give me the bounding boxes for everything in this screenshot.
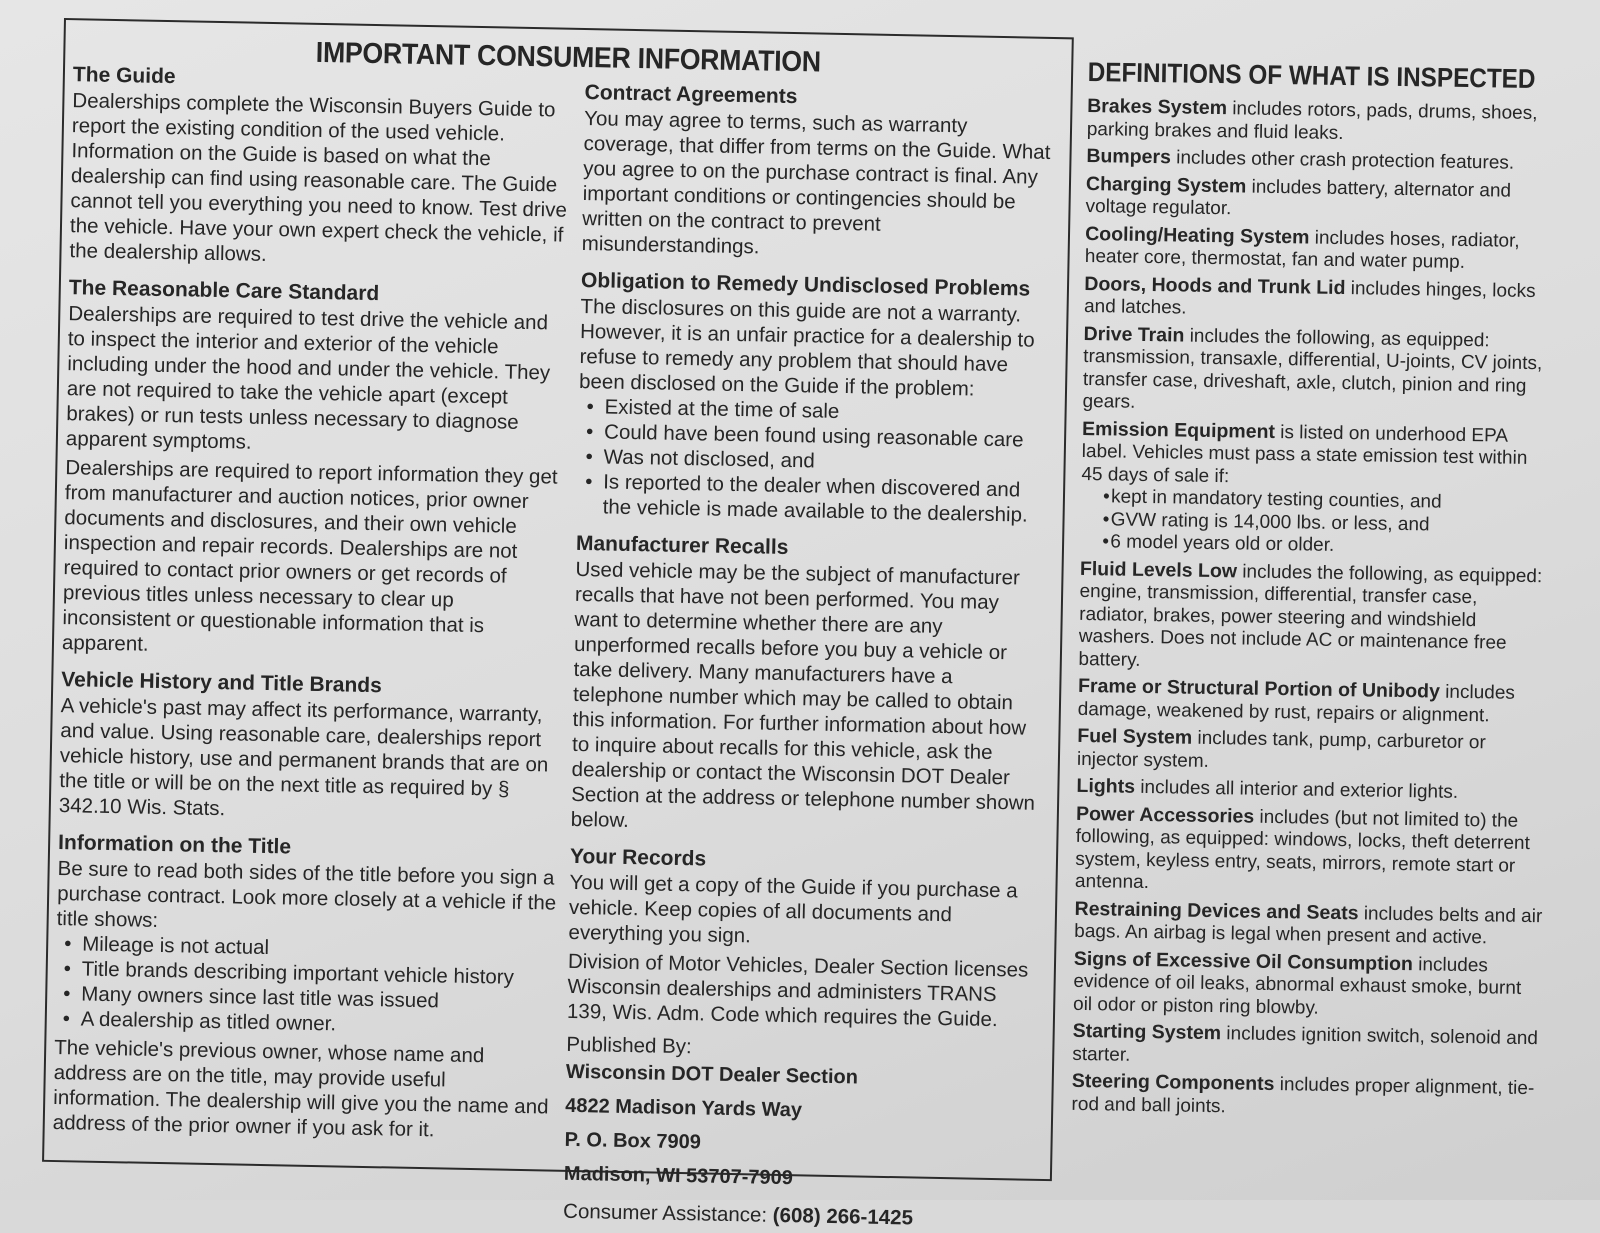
emission-list xyxy=(1080,486,1551,561)
address-line: Madison, WI 53707-7909 xyxy=(563,1162,794,1190)
title-info-body: Be sure to read both sides of the title before you sign a purchase contract. Look more closely at a vehicle if the title shows: xyxy=(56,857,557,932)
definition-text: includes belts and air bags. An airbag is legal when present and active. xyxy=(1074,902,1543,949)
definition-term: Emission Equipment xyxy=(1081,417,1276,443)
remedy-body: The disclosures on this guide are not a warranty. However, it is an unfair practice for a dealership to refuse to remedy any problem that should have been disclosed on the Guide if the problem: xyxy=(578,294,1035,401)
contract-body: You may agree to terms, such as warranty coverage, that differ from terms on the Guide. What you agree to on the purchase contract is final. Any important conditions or contingencies should be written on the contract to prevent misunderstandings. xyxy=(581,107,1051,259)
list-item: • 6 model years old or older. xyxy=(1102,531,1335,556)
title-info-heading: Information on the Title xyxy=(57,831,292,859)
list-item: • Many owners since last title was issued xyxy=(63,982,440,1013)
definition-item xyxy=(1085,172,1556,225)
guide-body: Dealerships complete the Wisconsin Buyers Guide to report the existing condition of the used vehicle. Information on the Guide is based on what the dealership can find using reasonable care. The Guide cannot tell you everything you need to know. Test drive the vehicle. Have your own expert check the vehicle, if the dealership allows. xyxy=(69,89,568,266)
definition-text: includes the following, as equipped: transmission, transaxle, differential, U-joints, CV joints, transfer case, driveshaft, axle, clutch, pinion and ring gears. xyxy=(1082,325,1543,413)
published-by-label: Published By: xyxy=(566,1032,692,1059)
definition-term: Brakes System xyxy=(1087,94,1228,120)
list-item: • A dealership as titled owner. xyxy=(62,1007,337,1036)
bullet-icon: • xyxy=(586,395,595,419)
list-item: • Could have been found using reasonable care xyxy=(585,420,1024,452)
definition-item xyxy=(1086,145,1556,176)
address-line: P. O. Box 7909 xyxy=(564,1128,702,1154)
remedy-heading: Obligation to Remedy Undisclosed Problems xyxy=(580,268,1031,301)
definition-term: Restraining Devices and Seats xyxy=(1074,897,1359,924)
definition-text: includes (but not limited to) the following, as equipped: windows, locks, theft deterrent system, keyless entry, seats, mirrors, remote start or antenna. xyxy=(1074,806,1530,894)
reasonable-care-heading: The Reasonable Care Standard xyxy=(68,276,380,306)
address-line: 4822 Madison Yards Way xyxy=(564,1094,803,1122)
guide-heading: The Guide xyxy=(72,63,176,89)
definition-item xyxy=(1071,1070,1542,1123)
definition-term: Steering Components xyxy=(1071,1069,1275,1096)
address-line: Wisconsin DOT Dealer Section xyxy=(565,1060,859,1089)
vehicle-history-body: A vehicle's past may affect its performance, warranty, and value. Using reasonable care, dealerships report vehicle history, use and permanent brands that are on the title or will be on the next title as required by § 342.10 Wis. Stats. xyxy=(58,694,549,821)
list-item: • Was not disclosed, and xyxy=(585,445,816,473)
definition-text: includes damage, weakened by rust, repairs or alignment. xyxy=(1077,681,1516,726)
definition-item xyxy=(1078,675,1549,728)
definition-text: includes tank, pump, carburetor or injector system. xyxy=(1076,727,1486,772)
definition-term: Doors, Hoods and Trunk Lid xyxy=(1084,272,1346,299)
bullet-icon: • xyxy=(1102,508,1110,530)
list-item: • Is reported to the dealer when discovered and the vehicle is made available to the dealership. xyxy=(584,470,1028,527)
definition-item xyxy=(1075,802,1546,900)
definition-item xyxy=(1073,947,1544,1023)
definition-text: includes ignition switch, solenoid and starter. xyxy=(1072,1023,1539,1066)
title-info-body-2: The vehicle's previous owner, whose name and address are on the title, may provide useful information. The dealership will give you the name and address of the prior owner if you ask for it. xyxy=(52,1036,549,1142)
consumer-information-title: IMPORTANT CONSUMER INFORMATION xyxy=(315,36,822,79)
definition-item xyxy=(1076,775,1546,806)
bullet-icon: • xyxy=(63,982,71,1006)
definition-text: includes all interior and exterior lights. xyxy=(1134,776,1459,803)
definition-text: is listed on underhood EPA label. Vehicles must pass a state emission test within 45 days of sale if: xyxy=(1081,421,1528,487)
definition-text: includes rotors, pads, drums, shoes, parking brakes and fluid leaks. xyxy=(1086,98,1538,144)
definition-term: Bumpers xyxy=(1086,144,1172,169)
definition-item xyxy=(1084,272,1555,325)
division-body: Division of Motor Vehicles, Dealer Section licenses Wisconsin dealerships and administers TRANS 139, Wis. Adm. Code which requires the Guide. xyxy=(566,949,1029,1032)
list-item: • Title brands describing important vehicle history xyxy=(63,957,515,989)
definition-item xyxy=(1085,222,1556,275)
title-info-list xyxy=(55,931,557,1041)
definition-item xyxy=(1078,557,1550,678)
bullet-icon: • xyxy=(585,445,594,469)
records-heading: Your Records xyxy=(569,844,707,871)
definition-text: includes hinges, locks and latches. xyxy=(1083,277,1536,319)
remedy-list xyxy=(576,394,1050,528)
definition-term: Cooling/Heating System xyxy=(1085,222,1310,248)
definition-item xyxy=(1072,1020,1543,1073)
definition-text: includes proper alignment, tie-rod and ball joints. xyxy=(1071,1074,1535,1117)
definition-item xyxy=(1082,322,1553,420)
definition-term: Signs of Excessive Oil Consumption xyxy=(1073,947,1414,975)
definition-item xyxy=(1074,897,1545,950)
definitions-title: DEFINITIONS OF WHAT IS INSPECTED xyxy=(1087,56,1536,95)
consumer-assistance-label: Consumer Assistance: xyxy=(562,1199,768,1227)
definition-term: Lights xyxy=(1076,774,1136,798)
reasonable-care-body-1: Dealerships are required to test drive the vehicle and to inspect the interior and exterior of the vehicle including under the hood and under the vehicle. They are not required to take the vehicle apart (except brakes) or run tests unless necessary to diagnose apparent symptoms. xyxy=(65,302,551,454)
vehicle-history-heading: Vehicle History and Title Brands xyxy=(61,668,383,698)
reasonable-care-body-2: Dealerships are required to report information they get from manufacturer and auction notices, prior owner documents and disclosures, and their own vehicle inspection and repair records. Dealerships are not required to contact prior owners or get records of previous titles unless necessary to clear up inconsistent or questionable information that is apparent. xyxy=(61,456,558,656)
records-body: You will get a copy of the Guide if you purchase a vehicle. Keep copies of all documents and everything you sign. xyxy=(568,870,1018,948)
consumer-assistance xyxy=(563,1199,1035,1233)
consumer-assistance-phone: (608) 266-1425 xyxy=(772,1203,914,1230)
definition-term: Fluid Levels Low xyxy=(1079,557,1238,582)
definitions-section xyxy=(1071,55,1558,1127)
definition-text: includes battery, alternator and voltage regulator. xyxy=(1085,176,1512,220)
bullet-icon: • xyxy=(63,957,72,981)
definition-item xyxy=(1077,725,1548,778)
contract-heading: Contract Agreements xyxy=(584,81,798,109)
definition-term: Frame or Structural Portion of Unibody xyxy=(1077,674,1441,703)
definition-text: includes hoses, radiator, heater core, thermostat, fan and water pump. xyxy=(1084,227,1520,273)
list-item: • kept in mandatory testing counties, and xyxy=(1102,486,1442,513)
bullet-icon: • xyxy=(1102,486,1110,508)
recalls-body: Used vehicle may be the subject of manufacturer recalls that have not been performed. You may want to determine whether there are any unperformed recalls before you buy a vehicle or take delivery. Many manufacturers have a telephone number which may be called to obtain this information. For further information about how to inquire about recalls for this vehicle, ask the dealership or contact the Wisconsin DOT Dealer Section at the address or telephone number shown below. xyxy=(570,557,1036,832)
definition-text: includes the following, as equipped: engine, transmission, differential, transfer case, radiator, brakes, power steering and windshield washers. Does not include AC or maintenance free battery. xyxy=(1078,560,1543,671)
recalls-heading: Manufacturer Recalls xyxy=(575,531,789,560)
definition-term: Starting System xyxy=(1072,1019,1222,1045)
definition-text: includes other crash protection features. xyxy=(1170,147,1515,174)
definition-item xyxy=(1087,95,1558,148)
left-column xyxy=(53,62,574,1144)
definition-term: Charging System xyxy=(1085,172,1247,198)
definition-term: Drive Train xyxy=(1083,322,1185,347)
middle-column xyxy=(563,80,1057,1233)
consumer-information-box xyxy=(42,18,1074,1230)
definition-item xyxy=(1080,417,1552,560)
bullet-icon: • xyxy=(1102,531,1110,553)
definition-term: Power Accessories xyxy=(1075,802,1255,828)
bullet-icon: • xyxy=(585,420,594,444)
bullet-icon: • xyxy=(62,1007,71,1031)
list-item: • Mileage is not actual xyxy=(64,932,270,960)
bullet-icon: • xyxy=(64,932,72,956)
list-item: • GVW rating is 14,000 lbs. or less, and xyxy=(1102,508,1430,535)
bullet-icon: • xyxy=(584,470,593,494)
publisher-address xyxy=(564,1057,1038,1198)
definition-term: Fuel System xyxy=(1077,724,1193,749)
list-item: • Existed at the time of sale xyxy=(586,395,840,423)
definition-text: includes evidence of oil leaks, abnormal exhaust smoke, burnt oil odor or piston ring blowby. xyxy=(1072,953,1522,1019)
